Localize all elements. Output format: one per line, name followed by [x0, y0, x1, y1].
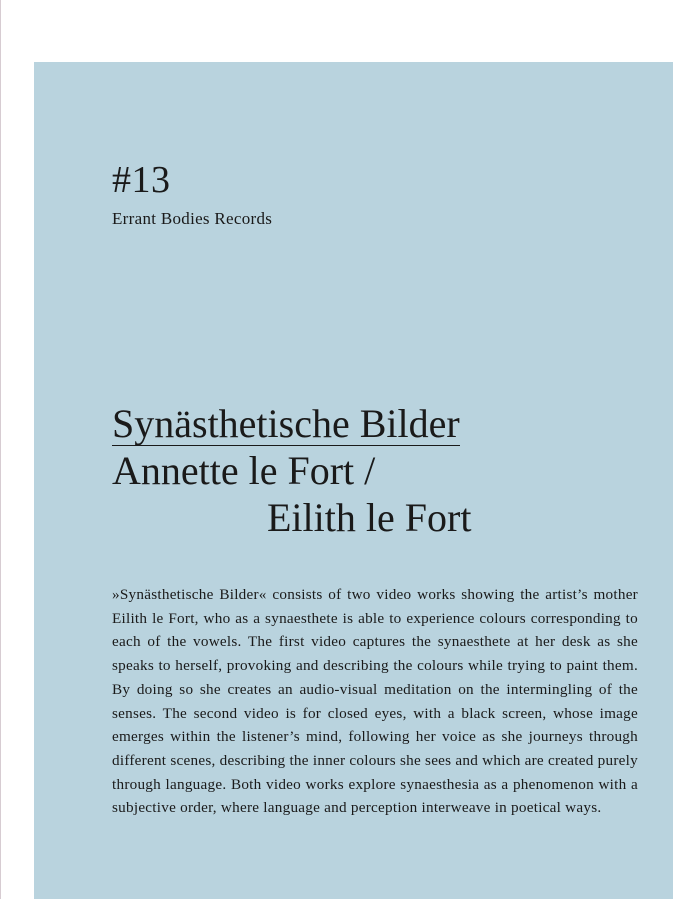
artist-name-1: Annette le Fort /: [112, 448, 376, 493]
work-description: »Synästhetische Bilder« consists of two video works showing the artist’s mother Eilith le Fort, who as a synaesthete is able to experience colours corresponding to each of the vowels. The first video captures the synaesthete at her desk as she speaks to herself, provoking and describing the colours while trying to paint them. By doing so she creates an audio-visual meditation on the intermingling of the senses. The second video is for closed eyes, with a black screen, whose image emerges within the listener’s mind, following her voice as she journeys through different scenes, describing the inner colours she sees and which are created purely through language. Both video works explore synaesthesia as a phenomenon with a subjective order, where language and perception interweave in poetical ways.: [112, 586, 638, 817]
title-block: [112, 400, 512, 541]
publisher-name: Errant Bodies Records: [112, 209, 273, 228]
catalog-number: #13: [112, 159, 171, 201]
work-title-line: [112, 400, 512, 447]
page-edge-rule: [0, 0, 1, 899]
artist-name-2: Eilith le Fort: [267, 495, 472, 540]
work-title: Synästhetische Bilder: [112, 401, 460, 446]
